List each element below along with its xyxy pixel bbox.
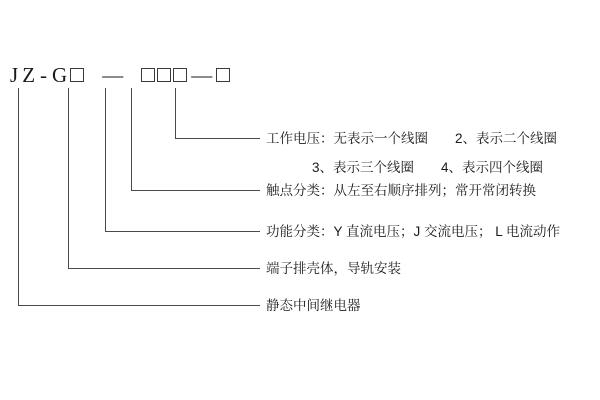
leader-vline-product xyxy=(18,88,19,305)
callout-voltage-line2: 3、表示三个线圈 4、表示四个线圈 xyxy=(312,160,544,175)
callout-voltage-line1: 工作电压：无表示一个线圈 2、表示二个线圈 xyxy=(266,131,558,146)
code-box-contact-2 xyxy=(157,68,171,82)
callout-contact-class: 触点分类：从左至右顺序排列；常开常闭转换 xyxy=(266,183,536,198)
code-dash-1: - xyxy=(40,62,48,87)
leader-hline-function xyxy=(105,231,260,232)
code-dash-3: — xyxy=(191,62,213,87)
code-char-z: Z xyxy=(22,62,36,87)
code-box-voltage xyxy=(216,68,230,82)
code-dash-2: — xyxy=(102,62,124,87)
leader-vline-contact xyxy=(131,88,132,190)
callout-function-class: 功能分类：Y 直流电压；J 交流电压； L 电流动作 xyxy=(266,224,561,239)
leader-hline-enclosure xyxy=(68,268,260,269)
leader-vline-voltage xyxy=(175,88,176,138)
callout-enclosure: 端子排壳体，导轨安装 xyxy=(266,261,401,276)
model-code-string xyxy=(8,60,231,90)
leader-vline-function xyxy=(105,88,106,231)
leader-vline-enclosure xyxy=(68,88,69,268)
code-box-enclosure xyxy=(70,68,84,82)
code-box-contact-3 xyxy=(173,68,187,82)
leader-hline-contact xyxy=(131,190,260,191)
code-char-j: J xyxy=(10,62,19,87)
code-box-contact-1 xyxy=(141,68,155,82)
callout-product: 静态中间继电器 xyxy=(266,298,361,313)
code-char-g: G xyxy=(52,62,68,87)
leader-hline-product xyxy=(18,305,260,306)
leader-hline-voltage xyxy=(175,138,260,139)
